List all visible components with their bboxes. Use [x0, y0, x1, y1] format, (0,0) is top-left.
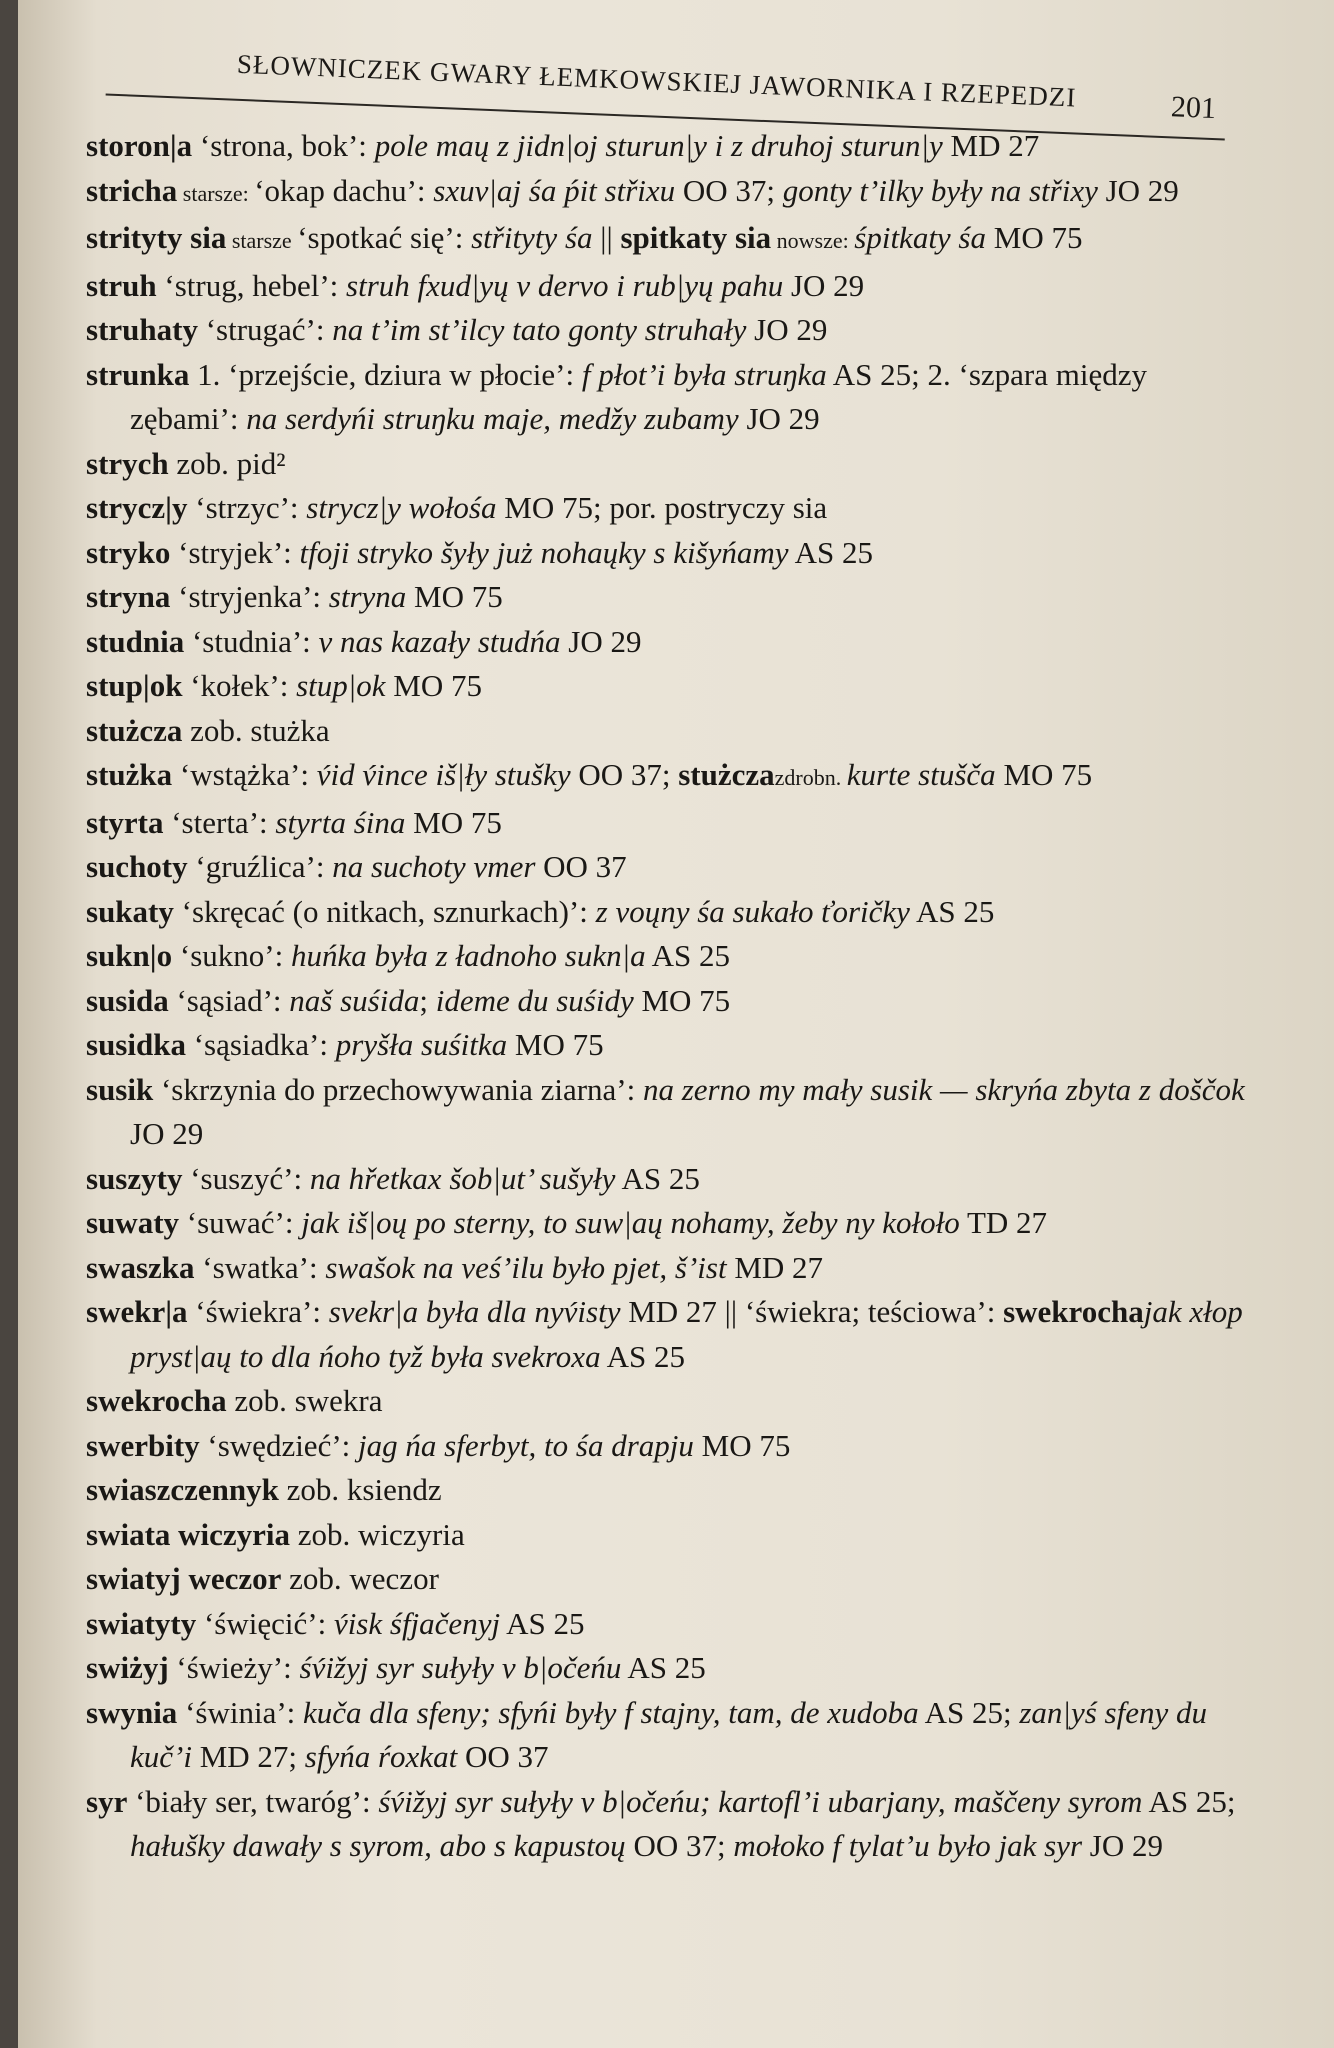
- dictionary-entry: [86, 442, 1246, 487]
- entry-source: AS 25: [909, 893, 995, 929]
- entry-headword: stup|ok: [86, 668, 183, 703]
- entry-example: śv́ižyj syr sułyły v b|očeńu: [299, 1650, 622, 1685]
- entry-gloss: ‘okap dachu’:: [254, 172, 434, 208]
- entry-gloss: ‘spotkać się’:: [297, 220, 472, 255]
- dictionary-entry: [86, 1290, 1246, 1379]
- entry-example: kuča dla sfeny; sfyńi były f stajny, tam, de xudoba: [303, 1694, 919, 1730]
- entry-gloss: ‘strugać’:: [197, 312, 333, 347]
- entry-example: stryna: [328, 579, 407, 614]
- dictionary-entry: [86, 1557, 1246, 1602]
- dictionary-entry: [86, 979, 1246, 1024]
- entry-headword: stużka: [86, 757, 173, 792]
- entry-source: MO 75: [507, 1027, 604, 1062]
- entry-source: AS 25: [645, 938, 731, 973]
- dictionary-entry: [86, 1023, 1246, 1068]
- entry-gloss: ‘świekra; teściowa’:: [744, 1294, 1004, 1329]
- entry-headword: swerbity: [86, 1427, 200, 1463]
- entry-example: pryšła suśitka: [335, 1027, 508, 1062]
- entry-gloss: zob. pid²: [168, 445, 286, 481]
- dictionary-entry: [86, 1201, 1246, 1246]
- dictionary-entry: [86, 216, 1246, 264]
- entry-source: MO 75: [986, 220, 1083, 255]
- entry-source: JO 29: [783, 267, 865, 303]
- entry-source: OO 37: [457, 1739, 549, 1774]
- entry-headword: swekr|a: [86, 1294, 188, 1329]
- dictionary-entry: [86, 1691, 1246, 1780]
- entry-gloss: 2. ‘szpara między zębami’:: [130, 356, 1147, 436]
- dictionary-entry: [86, 531, 1246, 576]
- entry-source: AS 25;: [826, 356, 928, 392]
- entry-source: MD 27;: [191, 1739, 305, 1774]
- dictionary-entry: [86, 1157, 1246, 1202]
- entry-source: AS 25: [600, 1338, 685, 1374]
- entry-headword: strych: [86, 445, 169, 481]
- entry-example: swašok na veś’ilu było pjet, š’ist: [325, 1249, 727, 1285]
- dictionary-entry: [86, 1424, 1246, 1469]
- entry-headword: swiaszczennyk: [86, 1472, 279, 1507]
- entry-gloss: ‘suszyć’:: [182, 1160, 310, 1196]
- entry-example: střityty śa: [471, 220, 593, 255]
- entry-gloss: zob. swekra: [226, 1383, 383, 1418]
- entry-example: na zerno my mały susik — skryńa zbyta z doščok: [642, 1071, 1245, 1107]
- entry-source: MD 27: [942, 128, 1040, 163]
- entry-gloss: ‘suwać’:: [179, 1205, 302, 1240]
- entry-headword: struh: [86, 267, 157, 303]
- entry-example: v́isk śfjačenyj: [333, 1605, 501, 1641]
- entry-headword: syr: [86, 1783, 128, 1819]
- entry-headword: swiżyj: [86, 1650, 169, 1685]
- entry-headword: swekrocha: [1003, 1294, 1144, 1329]
- entry-headword: susik: [86, 1071, 154, 1107]
- entry-example: jak iš|oų po sterny, to suw|aų nohamy, žeby ny kołoło: [301, 1205, 960, 1240]
- dictionary-entry: [86, 620, 1246, 665]
- entry-gloss: ‘świnia’:: [177, 1694, 304, 1730]
- entry-example: svekr|a była dla nyv́isty: [328, 1294, 621, 1329]
- dictionary-entry: [86, 1646, 1246, 1691]
- entry-source: JO 29: [560, 623, 642, 659]
- entry-source: JO 29: [1082, 1828, 1163, 1863]
- dictionary-entry: [86, 664, 1246, 709]
- entry-gloss: zob. wiczyria: [290, 1516, 465, 1552]
- entry-example: gonty t’ilky były na střixy: [782, 172, 1098, 208]
- dictionary-entry: [86, 486, 1246, 531]
- book-page: [18, 0, 1334, 2048]
- entry-example: na hřetkax šob|ut’ sušyły: [309, 1160, 616, 1196]
- entry-example: v nas kazały studńa: [318, 623, 561, 659]
- entry-source: AS 25: [500, 1605, 585, 1641]
- entry-gloss: zob. ksiendz: [278, 1472, 442, 1507]
- entry-example: kurte stušča: [846, 757, 996, 792]
- entry-source: JO 29: [1097, 172, 1179, 208]
- entry-headword: storon|a: [86, 128, 193, 163]
- entry-example: jag ńa sferbyt, to śa drapju: [358, 1427, 694, 1463]
- entry-source: AS 25;: [1142, 1783, 1236, 1819]
- dictionary-entry: [86, 1246, 1246, 1291]
- entry-headword: susida: [86, 982, 169, 1018]
- entry-example: sfyńa ŕoxkat: [304, 1739, 458, 1774]
- entry-headword: swiata wiczyria: [86, 1516, 291, 1552]
- entry-headword: sukn|o: [86, 938, 173, 973]
- entry-headword: swiatyty: [86, 1605, 197, 1641]
- dictionary-entry: [86, 753, 1246, 801]
- entry-source: JO 29: [746, 312, 828, 347]
- dictionary-entry: [86, 353, 1246, 442]
- entry-headword: swiatyj weczor: [86, 1561, 282, 1596]
- entry-example: ideme du suśidy: [435, 982, 634, 1018]
- entry-headword: styrta: [86, 804, 164, 840]
- entry-headword: stricha: [86, 172, 178, 208]
- entry-gloss: ‘skręcać (o nitkach, sznurkach)’:: [173, 893, 596, 929]
- entry-gloss: ‘skrzynia do przechowywania ziarna’:: [153, 1071, 643, 1107]
- entry-example: na t’im st’ilcy tato gonty struhały: [332, 312, 747, 347]
- entry-gloss: ‘sterta’:: [163, 804, 276, 840]
- page-number: 201: [1170, 90, 1217, 126]
- entry-example: huńka była z ładnoho sukn|a: [290, 938, 646, 973]
- entry-headword: stryna: [86, 579, 171, 614]
- entry-source: OO 37;: [675, 172, 783, 208]
- entry-source: AS 25: [788, 534, 873, 570]
- entry-example: styrta śina: [275, 804, 406, 840]
- entry-headword: struhaty: [86, 312, 198, 347]
- entry-headword: swynia: [86, 1694, 178, 1730]
- entry-headword: susidka: [86, 1027, 186, 1062]
- entry-gloss: ‘święcić’:: [196, 1605, 334, 1641]
- dictionary-entry: [86, 1379, 1246, 1424]
- entry-example: jak xłop pryst|aų to dla ńoho tyž była svekroxa: [130, 1294, 1243, 1374]
- dictionary-entry: [86, 1602, 1246, 1647]
- entry-example: śv́ižyj syr sułyły v b|očeńu; kartofl’i ubarjany, maščeny syrom: [378, 1783, 1143, 1819]
- entry-gloss: ‘sąsiad’:: [168, 982, 290, 1018]
- entry-gloss: ‘swatka’:: [194, 1249, 326, 1285]
- entry-note: nowsze:: [771, 228, 855, 253]
- entry-headword: studnia: [86, 623, 185, 659]
- entry-example: na suchoty vmer: [332, 849, 536, 884]
- dictionary-entry: [86, 575, 1246, 620]
- entry-example: na serdyńi struŋku maje, medžy zubamy: [246, 401, 739, 436]
- entry-gloss: zob. stużka: [182, 712, 330, 748]
- dictionary-entry: [86, 169, 1246, 217]
- entry-gloss: ‘wstążka’:: [172, 757, 317, 792]
- entry-gloss: ‘studnia’:: [184, 623, 319, 659]
- entry-gloss: ‘sukno’:: [172, 938, 291, 973]
- entry-headword: strityty sia: [86, 220, 227, 255]
- entry-source: MO 75: [693, 1427, 791, 1463]
- dictionary-entry: [86, 709, 1246, 754]
- entry-source: OO 37;: [625, 1828, 734, 1863]
- entry-headword: swekrocha: [86, 1383, 227, 1418]
- entry-headword: strycz|y: [86, 490, 188, 525]
- entry-source: ;: [419, 982, 436, 1018]
- entry-source: MD 27 ||: [620, 1294, 745, 1329]
- entry-gloss: ‘biały ser, twaróg’:: [127, 1783, 379, 1819]
- entry-source: MO 75: [405, 804, 502, 840]
- entry-note: zdrobn.: [774, 765, 847, 790]
- entry-headword: swaszka: [86, 1249, 195, 1285]
- entry-example: strycz|y wołośa: [306, 490, 497, 525]
- entry-source: TD 27: [959, 1205, 1048, 1240]
- entry-gloss: ||: [592, 220, 621, 255]
- entry-example: sxuv|aj śa ṕit střixu: [433, 172, 676, 208]
- dictionary-entry: [86, 890, 1246, 935]
- entry-source: MD 27: [726, 1249, 824, 1285]
- entry-gloss: ‘swędzieć’:: [199, 1427, 359, 1463]
- entry-headword: suwaty: [86, 1205, 180, 1240]
- entry-example: śpitkaty śa: [854, 220, 987, 255]
- entry-example: struh fxud|yų v dervo i rub|yų pahu: [346, 267, 784, 303]
- entry-example: z voųny śa sukało ťoričky: [595, 893, 910, 929]
- entry-gloss: ‘strzyc’:: [187, 490, 307, 525]
- entry-example: zan|yś sfeny du kuč’i: [130, 1694, 1207, 1774]
- dictionary-entry: [86, 264, 1246, 309]
- dictionary-entry: [86, 124, 1246, 169]
- entry-example: v́id v́ince iš|ły stušky: [316, 757, 571, 792]
- dictionary-entry: [86, 1780, 1246, 1869]
- dictionary-entry: [86, 1068, 1246, 1157]
- entry-example: pole maų z jidn|oj sturun|y i z druhoj sturun|y: [374, 128, 943, 163]
- entry-headword: suszyty: [86, 1160, 183, 1196]
- entry-example: hałuškу dawały s syrom, abo s kapustoų: [130, 1828, 626, 1863]
- entry-gloss: ‘sąsiadka’:: [185, 1027, 336, 1062]
- entry-example: naš suśida: [289, 982, 420, 1018]
- entry-source: AS 25;: [918, 1694, 1020, 1730]
- entry-gloss: zob. weczor: [281, 1561, 439, 1596]
- entry-source: AS 25: [621, 1650, 706, 1685]
- entry-gloss: ‘świeży’:: [168, 1650, 300, 1685]
- entry-gloss: ‘świekra’:: [187, 1294, 329, 1329]
- entry-headword: sukaty: [86, 893, 174, 929]
- entry-source: JO 29: [738, 401, 820, 436]
- entry-headword: stryko: [86, 534, 171, 570]
- dictionary-entry: [86, 845, 1246, 890]
- dictionary-entry: [86, 934, 1246, 979]
- dictionary-entry: [86, 308, 1246, 353]
- entry-note: starsze: [226, 228, 298, 253]
- dictionary-entry: [86, 801, 1246, 846]
- entry-gloss: 1. ‘przejście, dziura w płocie’:: [189, 356, 582, 392]
- entry-example: tfoji stryko šyły już nohaųky s kišyńamy: [299, 534, 789, 570]
- entry-gloss: ‘strona, bok’:: [192, 128, 375, 163]
- entry-example: stup|ok: [296, 668, 386, 703]
- entry-headword: suchoty: [86, 849, 188, 884]
- entry-source: MO 75: [633, 982, 731, 1018]
- entry-gloss: ‘kołek’:: [182, 668, 297, 703]
- entry-source: OO 37: [535, 849, 627, 884]
- entry-gloss: ‘gruźlica’:: [187, 849, 333, 884]
- entry-gloss: ‘stryjenka’:: [170, 579, 329, 614]
- entry-example: mołoko f tylat’u było jak syr: [733, 1828, 1083, 1863]
- entry-source: MO 75: [385, 668, 482, 703]
- dictionary-entries: [86, 124, 1246, 1869]
- dictionary-entry: [86, 1468, 1246, 1513]
- dictionary-entry: [86, 1513, 1246, 1558]
- entry-gloss: ‘stryjek’:: [170, 534, 300, 570]
- entry-headword: strunka: [86, 356, 190, 392]
- entry-note: starsze:: [177, 180, 255, 206]
- entry-headword: spitkaty sia: [620, 220, 772, 255]
- entry-source: MO 75: [406, 579, 503, 614]
- entry-gloss: ‘strug, hebel’:: [156, 267, 347, 303]
- entry-headword: stużcza: [678, 757, 775, 792]
- entry-headword: stużcza: [86, 712, 183, 748]
- entry-source: MO 75: [995, 757, 1093, 792]
- entry-source: AS 25: [615, 1160, 700, 1196]
- entry-source: JO 29: [130, 1116, 204, 1151]
- entry-source: OO 37;: [570, 757, 679, 792]
- running-title: SŁOWNICZEK GWARY ŁEMKOWSKIEJ JAWORNIKA I RZEPEDZI: [236, 48, 1077, 113]
- entry-source: MO 75; por. postryczy sia: [496, 490, 828, 525]
- entry-example: f płot’i była struŋka: [581, 356, 827, 392]
